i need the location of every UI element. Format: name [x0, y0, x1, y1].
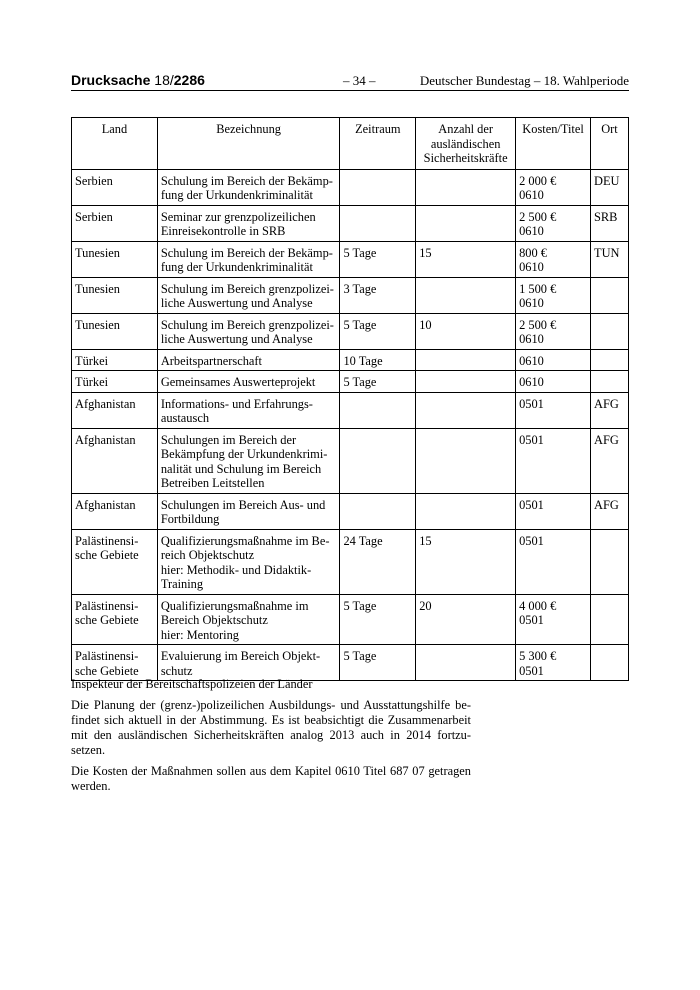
table-row	[72, 645, 629, 681]
cell-anzahl	[416, 392, 516, 428]
cell-bezeichnung: Schulungen im Bereich der Bekämpfung der Urkundenkrimi- nalität und Schulung im Bereich Betreiben Leitstellen	[157, 428, 340, 493]
cell-land: Tunesien	[72, 277, 158, 313]
cell-land: Serbien	[72, 205, 158, 241]
cell-anzahl: 15	[416, 529, 516, 594]
cell-zeitraum: 5 Tage	[340, 645, 416, 681]
cell-bezeichnung: Informations- und Erfahrungs- austausch	[157, 392, 340, 428]
cell-anzahl	[416, 645, 516, 681]
cell-bezeichnung: Evaluierung im Bereich Objekt- schutz	[157, 645, 340, 681]
cell-ort	[591, 371, 629, 393]
cell-kosten-titel: 800 € 0610	[516, 241, 591, 277]
doc-label: Drucksache	[71, 72, 151, 88]
cell-ort	[591, 277, 629, 313]
cell-zeitraum: 5 Tage	[340, 313, 416, 349]
table-row	[72, 277, 629, 313]
cell-ort: TUN	[591, 241, 629, 277]
cell-anzahl	[416, 205, 516, 241]
cell-kosten-titel: 2 500 € 0610	[516, 313, 591, 349]
cell-anzahl: 20	[416, 594, 516, 645]
legislative-period: Deutscher Bundestag – 18. Wahlperiode	[419, 73, 629, 88]
cell-ort: AFG	[591, 392, 629, 428]
cell-zeitraum	[340, 169, 416, 205]
page-number: – 34 –	[343, 73, 376, 88]
cell-kosten-titel: 2 000 € 0610	[516, 169, 591, 205]
notes-heading: Inspekteur der Bereitschaftspolizeien der Länder	[71, 677, 313, 691]
table-row	[72, 428, 629, 493]
cell-anzahl	[416, 371, 516, 393]
cell-kosten-titel: 1 500 € 0610	[516, 277, 591, 313]
cell-kosten-titel: 0501	[516, 428, 591, 493]
cell-anzahl	[416, 277, 516, 313]
cell-kosten-titel: 4 000 € 0501	[516, 594, 591, 645]
column-header-kosten-titel: Kosten/Titel	[516, 118, 591, 170]
cell-ort	[591, 313, 629, 349]
cell-land: Tunesien	[72, 241, 158, 277]
cell-zeitraum	[340, 392, 416, 428]
table-row	[72, 349, 629, 371]
cell-anzahl	[416, 428, 516, 493]
page-header	[71, 72, 629, 91]
cell-anzahl: 15	[416, 241, 516, 277]
cell-zeitraum	[340, 205, 416, 241]
cell-land: Afghanistan	[72, 392, 158, 428]
cell-zeitraum	[340, 428, 416, 493]
cell-bezeichnung: Qualifizierungsmaßnahme im Bereich Objektschutz hier: Mentoring	[157, 594, 340, 645]
cell-bezeichnung: Schulung im Bereich grenzpolizei- liche Auswertung und Analyse	[157, 277, 340, 313]
cell-zeitraum: 3 Tage	[340, 277, 416, 313]
table-row	[72, 313, 629, 349]
cell-land: Tunesien	[72, 313, 158, 349]
notes-paragraph-planning: Die Planung der (grenz-)polizeilichen Ausbildungs- und Ausstattungshilfe be-findet sich aktuell in der Abstimmung. Es ist beabsichtigt die Zusammenarbeit mit den ausländischen Sicherheitskräften analog 2013 auch in 2014 fortzu-setzen.	[71, 698, 471, 757]
table-row	[72, 529, 629, 594]
measures-table	[71, 117, 629, 681]
notes-paragraph-costs: Die Kosten der Maßnahmen sollen aus dem Kapitel 0610 Titel 687 07 getragen werden.	[71, 764, 471, 793]
document-reference	[71, 72, 205, 88]
cell-kosten-titel: 0610	[516, 349, 591, 371]
cell-kosten-titel: 0501	[516, 493, 591, 529]
cell-land: Palästinensi- sche Gebiete	[72, 645, 158, 681]
cell-zeitraum: 5 Tage	[340, 594, 416, 645]
cell-anzahl	[416, 493, 516, 529]
cell-zeitraum: 5 Tage	[340, 371, 416, 393]
cell-bezeichnung: Schulung im Bereich der Bekämp- fung der Urkundenkriminalität	[157, 241, 340, 277]
cell-land: Türkei	[72, 349, 158, 371]
cell-zeitraum: 10 Tage	[340, 349, 416, 371]
cell-bezeichnung: Qualifizierungsmaßnahme im Be- reich Objektschutz hier: Methodik- und Didaktik- Training	[157, 529, 340, 594]
cell-ort: DEU	[591, 169, 629, 205]
column-header-anzahl: Anzahl der ausländischen Sicherheitskräfte	[416, 118, 516, 170]
cell-land: Türkei	[72, 371, 158, 393]
doc-number-prefix: 18/	[154, 72, 174, 88]
column-header-ort: Ort	[591, 118, 629, 170]
doc-number: 2286	[173, 72, 205, 88]
table-row	[72, 169, 629, 205]
table-body	[72, 169, 629, 681]
cell-bezeichnung: Schulung im Bereich der Bekämp- fung der Urkundenkriminalität	[157, 169, 340, 205]
cell-ort	[591, 594, 629, 645]
cell-kosten-titel: 0501	[516, 529, 591, 594]
cell-kosten-titel: 5 300 € 0501	[516, 645, 591, 681]
cell-zeitraum: 24 Tage	[340, 529, 416, 594]
cell-bezeichnung: Seminar zur grenzpolizeilichen Einreisekontrolle in SRB	[157, 205, 340, 241]
cell-ort: AFG	[591, 428, 629, 493]
cell-anzahl	[416, 349, 516, 371]
cell-bezeichnung: Arbeitspartnerschaft	[157, 349, 340, 371]
cell-zeitraum	[340, 493, 416, 529]
column-header-land: Land	[72, 118, 158, 170]
cell-ort: AFG	[591, 493, 629, 529]
cell-land: Serbien	[72, 169, 158, 205]
table-row	[72, 241, 629, 277]
table-row	[72, 205, 629, 241]
cell-anzahl	[416, 169, 516, 205]
cell-zeitraum: 5 Tage	[340, 241, 416, 277]
column-header-zeitraum: Zeitraum	[340, 118, 416, 170]
table-row	[72, 493, 629, 529]
cell-bezeichnung: Schulung im Bereich grenzpolizei- liche Auswertung und Analyse	[157, 313, 340, 349]
cell-kosten-titel: 0610	[516, 371, 591, 393]
cell-bezeichnung: Gemeinsames Auswerteprojekt	[157, 371, 340, 393]
cell-land: Afghanistan	[72, 493, 158, 529]
cell-kosten-titel: 0501	[516, 392, 591, 428]
cell-land: Palästinensi- sche Gebiete	[72, 594, 158, 645]
table-row	[72, 392, 629, 428]
table-row	[72, 594, 629, 645]
cell-ort	[591, 349, 629, 371]
notes-section	[71, 677, 471, 800]
cell-bezeichnung: Schulungen im Bereich Aus- und Fortbildung	[157, 493, 340, 529]
cell-kosten-titel: 2 500 € 0610	[516, 205, 591, 241]
cell-ort	[591, 645, 629, 681]
cell-land: Palästinensi- sche Gebiete	[72, 529, 158, 594]
table-header-row	[72, 118, 629, 170]
cell-ort: SRB	[591, 205, 629, 241]
cell-land: Afghanistan	[72, 428, 158, 493]
cell-ort	[591, 529, 629, 594]
cell-anzahl: 10	[416, 313, 516, 349]
column-header-bezeichnung: Bezeichnung	[157, 118, 340, 170]
table-row	[72, 371, 629, 393]
